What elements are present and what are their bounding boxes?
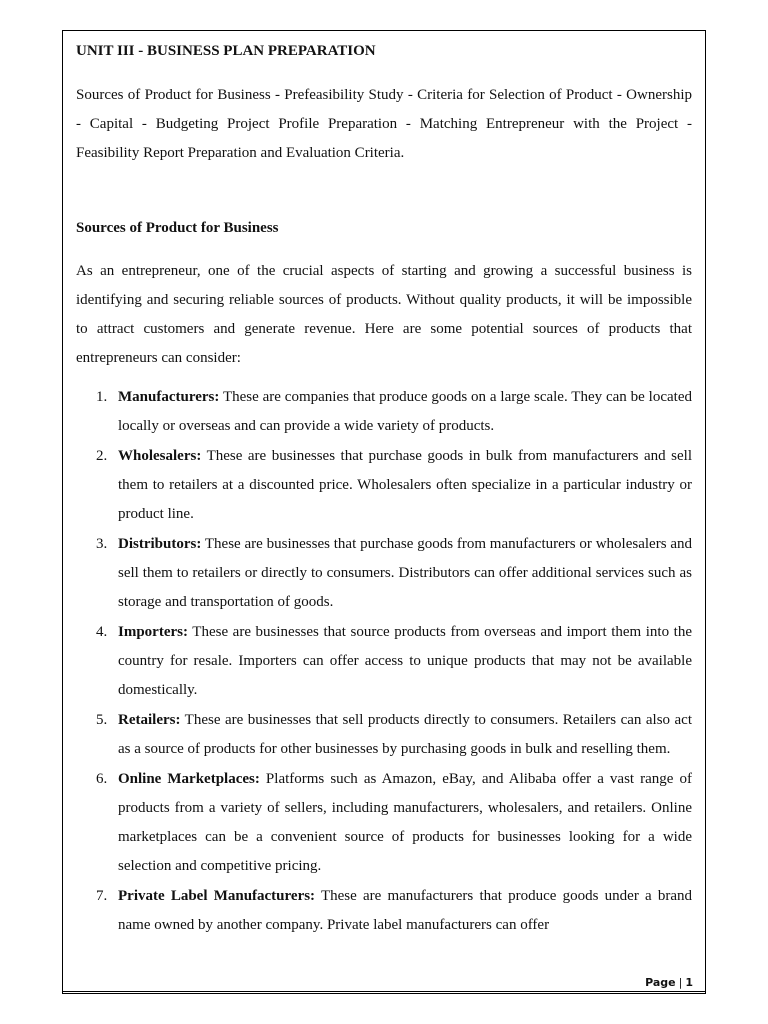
page-label: Page xyxy=(645,976,676,989)
item-label: Wholesalers: xyxy=(118,448,202,464)
list-number: 5. xyxy=(96,712,108,728)
section-heading: Sources of Product for Business xyxy=(76,220,279,236)
item-text: These are companies that produce goods on a large scale. They can be located locally or overseas and can provide a wide variety of products. xyxy=(118,389,692,434)
list-item xyxy=(76,442,692,529)
list-item xyxy=(76,383,692,441)
list-number: 1. xyxy=(96,389,108,405)
item-label: Manufacturers: xyxy=(118,389,220,405)
page-separator: | xyxy=(678,976,683,989)
document-page xyxy=(62,30,706,994)
item-label: Importers: xyxy=(118,624,188,640)
list-item xyxy=(76,706,692,764)
item-label: Private Label Manufacturers: xyxy=(118,888,316,904)
item-text: These are businesses that sell products directly to consumers. Retailers can also act as a source of products for other businesses by purchasing goods in bulk and reselling them. xyxy=(118,712,692,757)
unit-topics: Sources of Product for Business - Prefeasibility Study - Criteria for Selection of Product - Ownership - Capital - Budgeting Project Profile Preparation - Matching Entrepreneur with the Project - Feasibility Report Preparation and Evaluation Criteria. xyxy=(76,87,692,161)
list-number: 7. xyxy=(96,888,108,904)
bottom-border xyxy=(62,991,706,994)
item-text: These are manufacturers that produce goods under a brand name owned by another company. Private label manufacturers can offer xyxy=(118,888,692,933)
list-number: 3. xyxy=(96,536,108,552)
item-text: These are businesses that source products from overseas and import them into the country for resale. Importers can offer access to unique products that may not be available domestically. xyxy=(118,624,692,698)
sources-list xyxy=(76,383,692,941)
item-text: These are businesses that purchase goods from manufacturers or wholesalers and sell them to retailers or directly to consumers. Distributors can offer additional services such as storage and transportation of goods. xyxy=(118,536,692,610)
page-footer xyxy=(645,976,693,989)
intro-paragraph: As an entrepreneur, one of the crucial aspects of starting and growing a successful business is identifying and securing reliable sources of products. Without quality products, it will be impossible to attract customers and generate revenue. Here are some potential sources of products that entrepreneurs can consider: xyxy=(76,263,692,366)
item-text: These are businesses that purchase goods in bulk from manufacturers and sell them to retailers at a discounted price. Wholesalers often specialize in a particular industry or product line. xyxy=(118,448,692,522)
list-number: 2. xyxy=(96,448,108,464)
list-item xyxy=(76,882,692,940)
list-item xyxy=(76,618,692,705)
list-item xyxy=(76,530,692,617)
list-number: 4. xyxy=(96,624,108,640)
item-label: Retailers: xyxy=(118,712,181,728)
list-item xyxy=(76,765,692,881)
item-text: Platforms such as Amazon, eBay, and Alibaba offer a vast range of products from a variety of sellers, including manufacturers, wholesalers, and retailers. Online marketplaces can be a convenient source of products for businesses looking for a wide selection and competitive pricing. xyxy=(118,771,692,874)
item-label: Online Marketplaces: xyxy=(118,771,260,787)
page-number: 1 xyxy=(685,976,693,989)
item-label: Distributors: xyxy=(118,536,202,552)
list-number: 6. xyxy=(96,771,108,787)
unit-title: UNIT III - BUSINESS PLAN PREPARATION xyxy=(76,43,376,59)
